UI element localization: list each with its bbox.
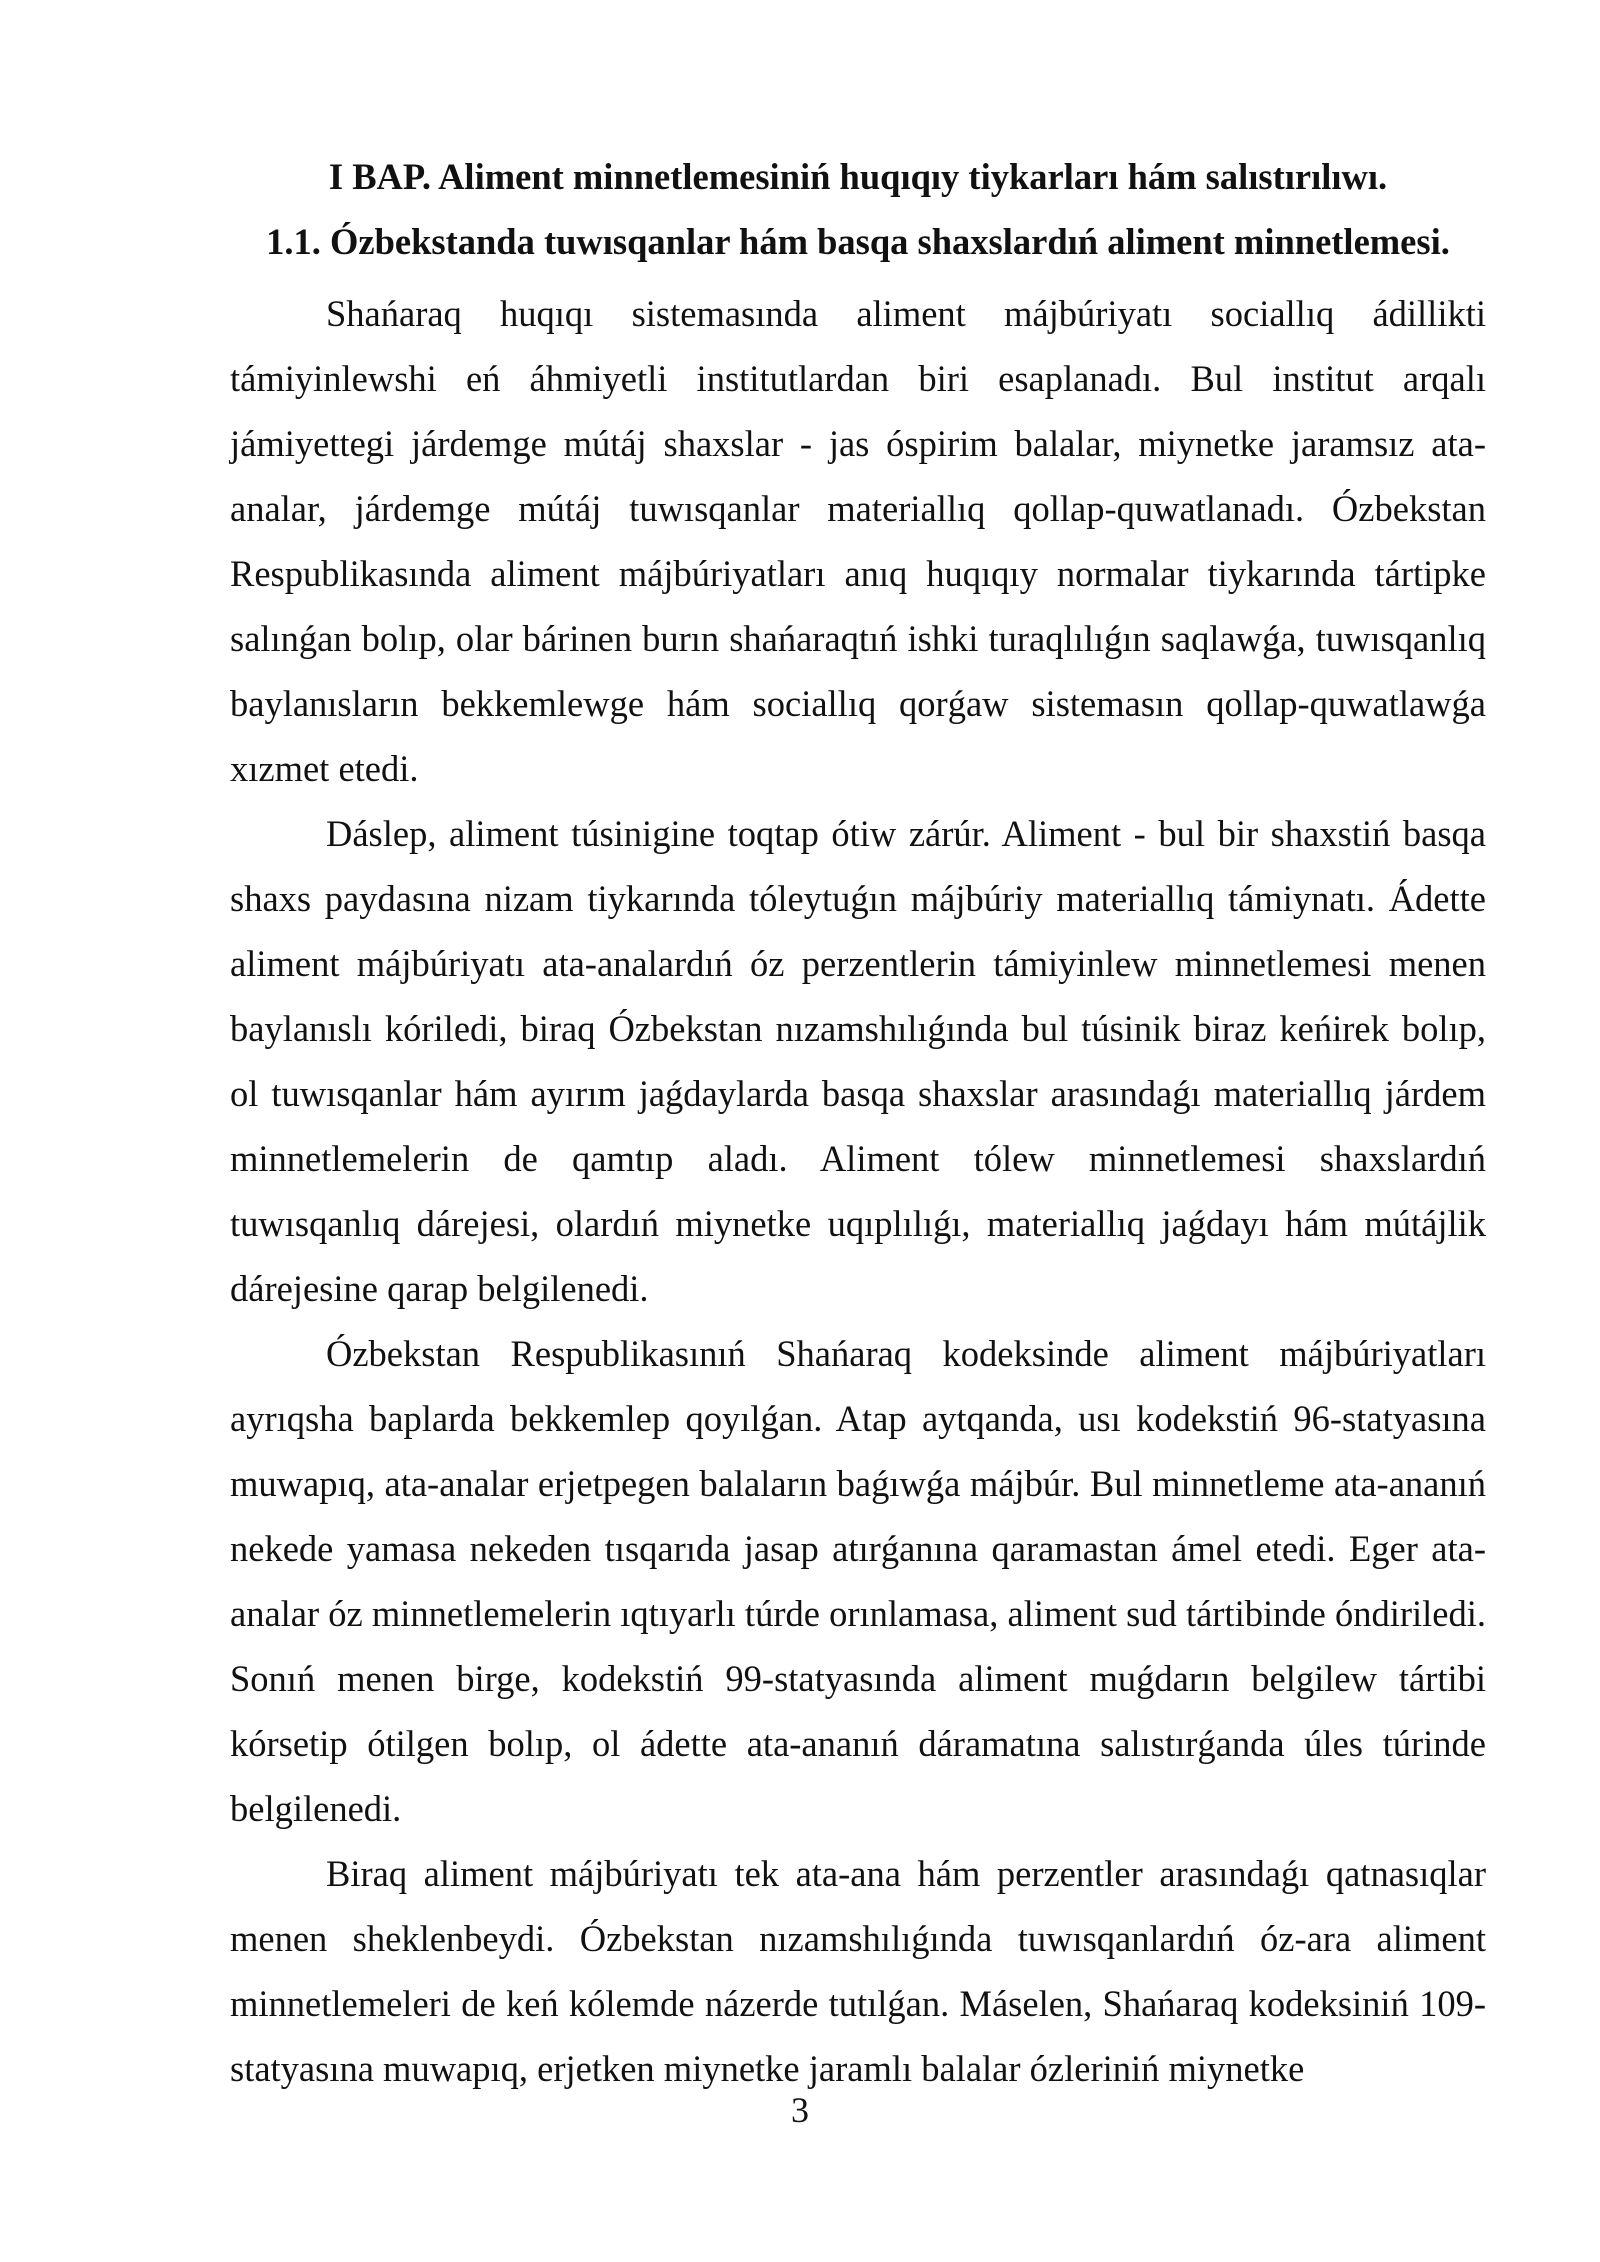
page-number: 3 — [791, 2090, 809, 2130]
section-title: 1.1. Ózbekstanda tuwısqanlar hám basqa shaxslardıń aliment minnetlemesi. — [266, 221, 1450, 262]
paragraph: Shańaraq huqıqı sistemasında aliment májbúriyatı sociallıq ádillikti támiyinlewshi eń áhmiyetli institutlardan biri esaplanadı. Bul institut arqalı jámiyettegi járdemge mútáj shaxslar - jas óspirim balalar, miynetke jaramsız ata-analar, járdemge mútáj tuwısqanlar materiallıq qollap-quwatlanadı. Ózbekstan Respublikasında aliment májbúriyatları anıq huqıqıy normalar tiykarında tártipke salınǵan bolıp, olar bárinen burın shańaraqtıń ishki turaqlılıǵın saqlawǵa, tuwısqanlıq baylanısların bekkemlewge hám sociallıq qorǵaw sistemasın qollap-quwatlawǵa xızmet etedi. — [230, 293, 1486, 789]
body-text — [230, 281, 1486, 2101]
paragraph: Dáslep, aliment túsinigine toqtap ótiw zárúr. Aliment - bul bir shaxstiń basqa shaxs paydasına nizam tiykarında tóleytuǵın májbúriy materiallıq támiynatı. Ádette aliment májbúriyatı ata-analardıń óz perzentlerin támiyinlew minnetlemesi menen baylanıslı kóriledi, biraq Ózbekstan nızamshılıǵında bul túsinik biraz keńirek bolıp, ol tuwısqanlar hám ayırım jaǵdaylarda basqa shaxslar arasındaǵı materiallıq járdem minnetlemelerin de qamtıp aladı. Aliment tólew minnetlemesi shaxslardıń tuwısqanlıq dárejesi, olardıń miynetke uqıplılıǵı, materiallıq jaǵdayı hám mútájlik dárejesine qarap belgilenedi. — [230, 813, 1486, 1309]
paragraph: Ózbekstan Respublikasınıń Shańaraq kodeksinde aliment májbúriyatları ayrıqsha baplarda bekkemlep qoyılǵan. Atap aytqanda, usı kodekstiń 96-statyasına muwapıq, ata-analar erjetpegen balaların baǵıwǵa májbúr. Bul minnetleme ata-ananıń nekede yamasa nekeden tısqarıda jasap atırǵanına qaramastan ámel etedi. Eger ata-analar óz minnetlemelerin ıqtıyarlı túrde orınlamasa, aliment sud tártibinde óndiriledi. Sonıń menen birge, kodekstiń 99-statyasında aliment muǵdarın belgilew tártibi kórsetip ótilgen bolıp, ol ádette ata-ananıń dáramatına salıstırǵanda úles túrinde belgilenedi. — [230, 1333, 1486, 1829]
paragraph: Biraq aliment májbúriyatı tek ata-ana hám perzentler arasındaǵı qatnasıqlar menen sheklenbeydi. Ózbekstan nızamshılıǵında tuwısqanlardıń óz-ara aliment minnetlemeleri de keń kólemde názerde tutılǵan. Máselen, Shańaraq kodeksiniń 109-statyasına muwapıq, erjetken miynetke jaramlı balalar ózleriniń miynetke — [230, 1853, 1486, 2089]
chapter-title: I BAP. Aliment minnetlemesiniń huqıqıy tiykarları hám salıstırılıwı. — [328, 156, 1388, 197]
